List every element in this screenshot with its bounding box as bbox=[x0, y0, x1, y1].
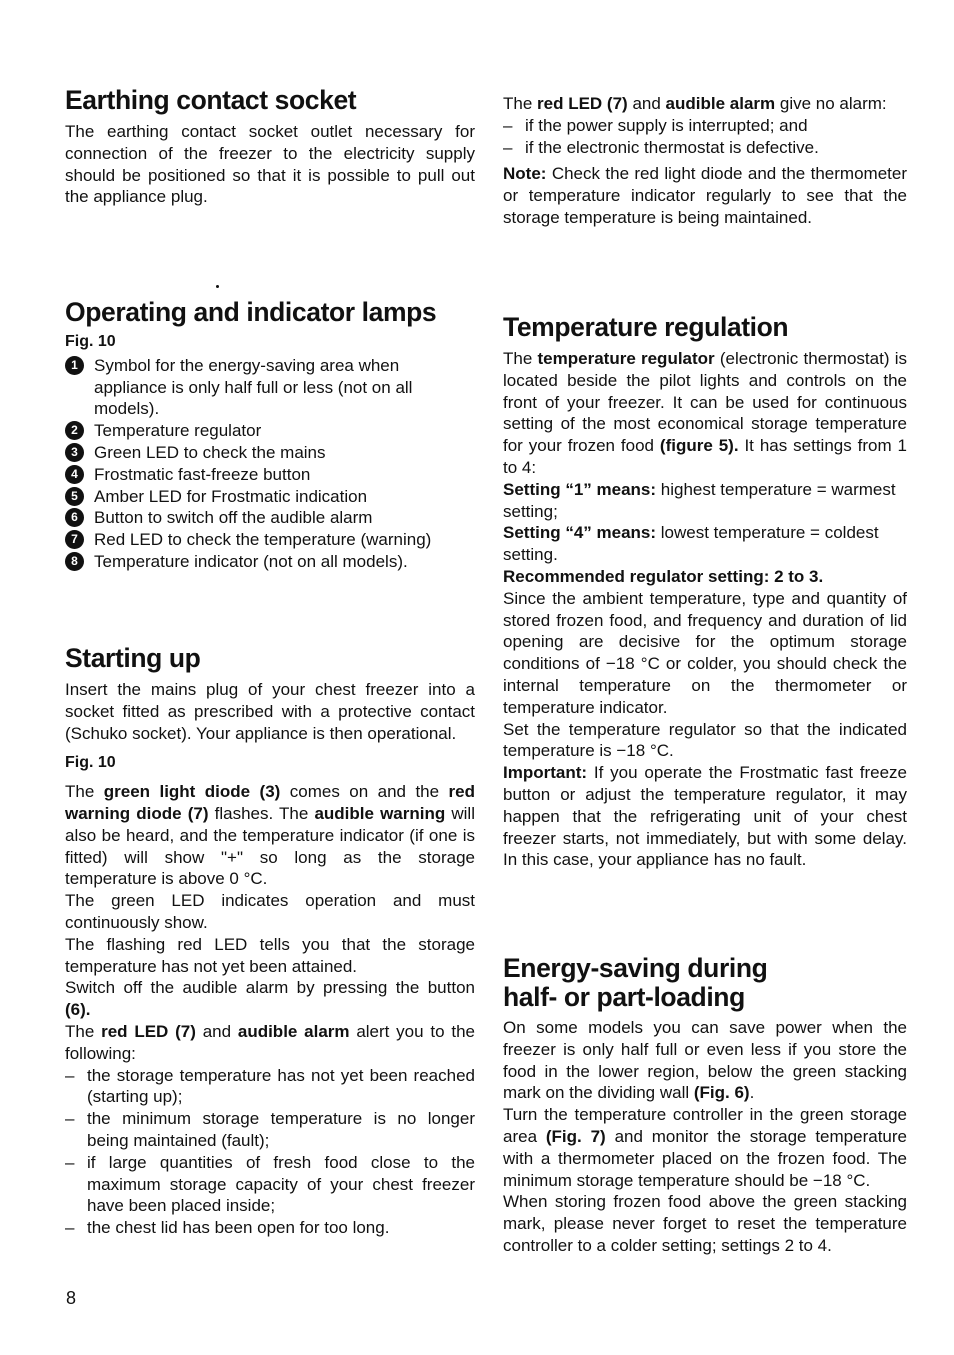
number-2-badge: 2 bbox=[65, 421, 84, 440]
text: If you operate the Frostmatic fast freeze button or adjust the temperature regulator, it may happen that the refrigerating unit of your chest freezer starts, not immediately, but with some delay. In this case, your appliance has no fault. bbox=[503, 763, 907, 870]
text: highest temperature = warmest setting; bbox=[503, 479, 896, 521]
legend-item bbox=[65, 486, 475, 508]
list-item bbox=[503, 137, 907, 159]
text: . bbox=[749, 1083, 755, 1103]
text: The bbox=[503, 94, 538, 113]
text: Turn the temperature controller in the green storage area bbox=[503, 1105, 907, 1146]
number-8-badge: 8 bbox=[65, 552, 84, 571]
legend-text: Amber LED for Frostmatic indication bbox=[94, 486, 368, 506]
setting-1-line bbox=[503, 479, 907, 523]
note-label: Note: bbox=[503, 164, 547, 184]
text: (electronic thermostat) is located beside the pilot lights and controls on the front of your freezer. It can be used for continuous setting of the most economical storage temperature for your frozen food bbox=[503, 349, 907, 456]
operating-heading: Operating and indicator lamps bbox=[65, 297, 437, 327]
temperature-heading: Temperature regulation bbox=[503, 312, 789, 342]
starting-heading: Starting up bbox=[65, 643, 201, 673]
text: It has settings from 1 to 4: bbox=[503, 436, 908, 477]
text: The bbox=[65, 1021, 102, 1041]
text: The bbox=[65, 782, 104, 802]
text: Check the red light diode and the thermometer or temperature indicator regularly to see that the storage temperature is being maintained. bbox=[503, 164, 907, 227]
starting-paragraph-5 bbox=[65, 1021, 475, 1065]
stray-dot bbox=[216, 285, 219, 288]
text: Switch off the audible alarm by pressing the button bbox=[65, 978, 475, 998]
bold-text: Recommended regulator setting: 2 to 3. bbox=[503, 566, 824, 586]
no-alarm-intro bbox=[503, 93, 907, 115]
legend-text: Frostmatic fast-freeze button bbox=[94, 464, 311, 484]
starting-intro: Insert the mains plug of your chest freezer into a socket fitted as prescribed with a protective contact (Schuko socket). Your appliance is then operational. bbox=[65, 680, 475, 743]
bold-text: Setting “1” means: bbox=[503, 479, 657, 499]
text: lowest temperature = coldest setting. bbox=[503, 523, 879, 565]
legend-text: Temperature regulator bbox=[94, 421, 262, 441]
text: comes on and the bbox=[280, 782, 449, 802]
starting-paragraph-2: The green LED indicates operation and must continuously show. bbox=[65, 891, 475, 932]
bold-text: red LED (7) bbox=[101, 1021, 196, 1041]
number-3-badge: 3 bbox=[65, 443, 84, 462]
text: and monitor the storage temperature with a thermometer placed on the frozen food. The minimum storage temperature should be −18 °C. bbox=[503, 1126, 907, 1190]
legend-item bbox=[65, 442, 475, 464]
starting-section bbox=[65, 644, 475, 1239]
bold-text: audible alarm bbox=[237, 1021, 350, 1041]
no-alarm-section bbox=[503, 93, 907, 229]
alarm-list bbox=[65, 1065, 475, 1239]
text: and bbox=[195, 1021, 238, 1041]
bold-text: audible warning bbox=[314, 803, 446, 823]
dash-bullet: – bbox=[503, 137, 513, 157]
bold-text: audible alarm bbox=[665, 94, 776, 113]
legend-text: Red LED to check the temperature (warning) bbox=[94, 530, 432, 550]
bold-text: (6). bbox=[65, 1000, 91, 1020]
important-label: Important: bbox=[503, 763, 588, 783]
earthing-heading: Earthing contact socket bbox=[65, 85, 357, 115]
starting-paragraph-1 bbox=[65, 781, 475, 890]
bold-text: green light diode (3) bbox=[103, 782, 281, 802]
bold-text: (figure 5). bbox=[659, 436, 739, 456]
starting-fig-label: Fig. 10 bbox=[65, 754, 116, 772]
text: On some models you can save power when the freezer is only half full or even less if you store the food in the lower region, below the green stacking mark on the dividing wall bbox=[503, 1018, 907, 1103]
energy-section bbox=[503, 954, 907, 1257]
dash-bullet: – bbox=[65, 1065, 75, 1085]
text: flashes. The bbox=[208, 803, 315, 823]
legend-item bbox=[65, 464, 475, 486]
starting-paragraph-4 bbox=[65, 977, 475, 1021]
earthing-section bbox=[65, 86, 475, 208]
bold-text: temperature regulator bbox=[537, 349, 715, 368]
setting-4-line bbox=[503, 522, 907, 566]
operating-fig-label: Fig. 10 bbox=[65, 333, 116, 350]
text: The bbox=[503, 349, 538, 368]
energy-heading bbox=[503, 954, 907, 1012]
bold-text: (Fig. 6) bbox=[693, 1083, 750, 1103]
legend-item bbox=[65, 507, 475, 529]
heading-line: Energy-saving during bbox=[503, 953, 768, 983]
operating-section bbox=[65, 298, 475, 573]
recommended-setting bbox=[503, 566, 907, 588]
legend-item bbox=[65, 355, 475, 420]
list-item-text: if large quantities of fresh food close to the maximum storage capacity of your chest freezer have been placed inside; bbox=[87, 1152, 475, 1216]
list-item bbox=[65, 1152, 475, 1217]
number-1-badge: 1 bbox=[65, 356, 84, 375]
bold-text: Setting “4” means: bbox=[503, 523, 657, 543]
temperature-section bbox=[503, 313, 907, 871]
number-5-badge: 5 bbox=[65, 487, 84, 506]
legend-text: Green LED to check the mains bbox=[94, 442, 326, 462]
legend-item bbox=[65, 420, 475, 442]
no-alarm-list bbox=[503, 115, 907, 159]
legend-item bbox=[65, 551, 475, 573]
legend-item bbox=[65, 529, 475, 551]
text: give no alarm: bbox=[775, 94, 887, 113]
dash-bullet: – bbox=[503, 115, 513, 135]
number-6-badge: 6 bbox=[65, 508, 84, 527]
dash-bullet: – bbox=[65, 1218, 75, 1238]
legend-text: Symbol for the energy-saving area when appliance is only half full or less (not on all models). bbox=[94, 355, 413, 419]
legend-text: Button to switch off the audible alarm bbox=[94, 508, 373, 528]
list-item-text: the chest lid has been open for too long. bbox=[87, 1218, 390, 1238]
list-item-text: the storage temperature has not yet been reached (starting up); bbox=[87, 1065, 475, 1107]
number-7-badge: 7 bbox=[65, 530, 84, 549]
temperature-paragraph-2: Since the ambient temperature, type and quantity of stored frozen food, and frequency and duration of lid opening are decisive for the optimum storage conditions of −18 °C or colder, you should check the internal temperature on the thermometer or temperature indicator. bbox=[503, 588, 907, 717]
list-item bbox=[65, 1217, 475, 1239]
energy-paragraph-3: When storing frozen food above the green stacking mark, please never forget to reset the temperature controller to a colder setting; settings 2 to 4. bbox=[503, 1192, 907, 1255]
energy-paragraph-2 bbox=[503, 1104, 907, 1191]
earthing-body: The earthing contact socket outlet necessary for connection of the freezer to the electricity supply should be positioned so that it is possible to pull out the appliance plug. bbox=[65, 122, 475, 207]
heading-line: half- or part-loading bbox=[503, 982, 745, 1012]
bold-text: red LED (7) bbox=[537, 94, 628, 113]
bold-text: (Fig. 7) bbox=[545, 1126, 606, 1146]
list-item-text: the minimum storage temperature is no longer being maintained (fault); bbox=[87, 1109, 475, 1150]
legend-text: Temperature indicator (not on all models). bbox=[94, 551, 408, 571]
starting-paragraph-3: The flashing red LED tells you that the storage temperature has not yet been attained. bbox=[65, 934, 475, 976]
text: and bbox=[627, 94, 666, 113]
text: alert you to the following: bbox=[65, 1021, 475, 1063]
important-paragraph bbox=[503, 762, 907, 871]
energy-paragraph-1 bbox=[503, 1017, 907, 1104]
list-item bbox=[503, 115, 907, 137]
note-paragraph bbox=[503, 163, 907, 228]
indicator-legend bbox=[65, 355, 475, 573]
list-item-text: if the electronic thermostat is defective. bbox=[525, 137, 819, 157]
number-4-badge: 4 bbox=[65, 465, 84, 484]
list-item-text: if the power supply is interrupted; and bbox=[525, 115, 808, 135]
page-number: 8 bbox=[66, 1288, 77, 1308]
list-item bbox=[65, 1108, 475, 1152]
list-item bbox=[65, 1065, 475, 1109]
dash-bullet: – bbox=[65, 1109, 75, 1129]
text: will also be heard, and the temperature indicator (if one is fitted) will show "+" so long as the storage temperature is above 0 °C. bbox=[65, 803, 475, 889]
temperature-paragraph-1 bbox=[503, 348, 907, 479]
dash-bullet: – bbox=[65, 1152, 75, 1172]
temperature-paragraph-3: Set the temperature regulator so that the indicated temperature is −18 °C. bbox=[503, 719, 907, 761]
bold-text: red warning diode (7) bbox=[65, 782, 475, 823]
